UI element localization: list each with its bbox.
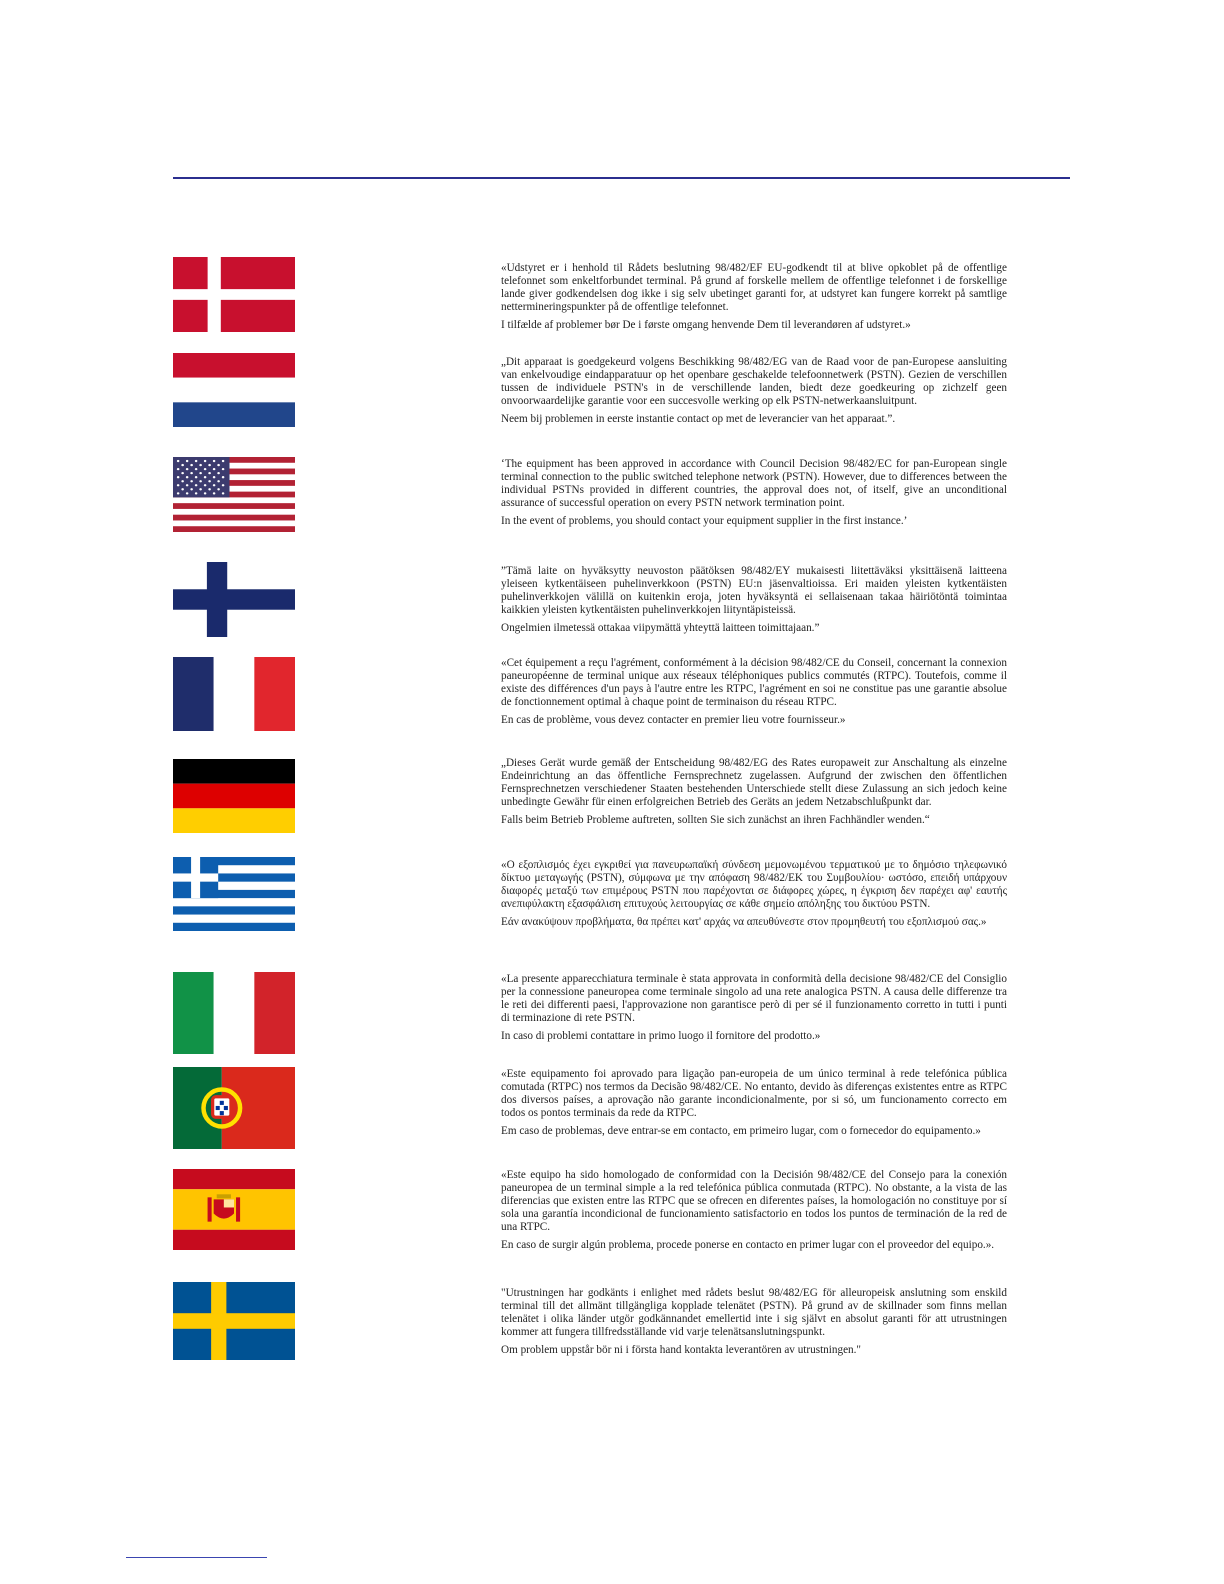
declaration-contact-note: Om problem uppstår bör ni i första hand kontakta leverantören av utrustningen." bbox=[501, 1344, 861, 1357]
declaration-contact-note: Falls beim Betrieb Probleme auftreten, sollten Sie sich zunächst an ihren Fachhändler wenden.“ bbox=[501, 814, 930, 827]
declaration-text: «La presente apparecchiatura terminale è stata approvata in conformità della decisione 98/482/CE del Consiglio per la connessione paneuropea come terminale singolo ad una rete analogica PSTN. A causa delle differenze tra le reti dei differenti paesi, l'approvazione non garantisce però di per sé il funzionamento corretto in tutti i punti di terminazione di rete PSTN. bbox=[501, 973, 1007, 1025]
declaration-german bbox=[501, 757, 1007, 827]
declaration-text: «Este equipo ha sido homologado de conformidad con la Decisión 98/482/CE del Consejo para la conexión paneuropea de un terminal simple a la red telefónica pública conmutada (RTPC). No obstante, a la vista de las diferencias que existen entre las RTPC que se ofrecen en diferentes países, la homologación no constituye por sí sola una garantía incondicional de funcionamiento satisfactorio en todos los puntos de terminación de la red de una RTPC. bbox=[501, 1169, 1007, 1234]
sweden-flag bbox=[173, 1282, 295, 1360]
netherlands-flag bbox=[173, 353, 295, 427]
declaration-finnish bbox=[501, 565, 1007, 635]
declaration-text: «Este equipamento foi aprovado para ligação pan-europeia de um único terminal à rede telefónica pública comutada (RTPC) nos termos da Decisão 98/482/CE. No entanto, devido às diferenças existentes entre as RTPC dos diversos países, a aprovação não garante incondicionalmente, por si só, um funcionamento correcto em todos os pontos terminais da rede da RTPC. bbox=[501, 1068, 1007, 1120]
denmark-flag bbox=[173, 257, 295, 332]
declaration-text: „Dieses Gerät wurde gemäß der Entscheidung 98/482/EG des Rates europaweit zur Anschaltung als einzelne Endeinrichtung an das öffentliche Fernsprechnetz zugelassen. Aufgrund der zwischen den öffentlichen Fernsprechnetzen verschiedener Staaten bestehenden Unterschiede stellt diese Zulassung an sich jedoch keine unbedingte Gewähr für einen erfolgreichen Betrieb des Geräts an jedem Netzabschlußpunkt dar. bbox=[501, 757, 1007, 809]
declaration-contact-note: En cas de problème, vous devez contacter en premier lieu votre fournisseur.» bbox=[501, 714, 846, 727]
declaration-text: «Udstyret er i henhold til Rådets beslutning 98/482/EF EU-godkendt til at blive opkoblet på de offentlige telefonnet som enkeltforbundet terminal. På grund af forskelle mellem de offentlige telefonnet i de forskellige lande giver godkendelsen dog ikke i sig selv ubetinget garanti for, at udstyret kan fungere korrekt på samtlige nettermineringspunkter på de offentlige telefonnet. bbox=[501, 262, 1007, 314]
declaration-dutch bbox=[501, 356, 1007, 426]
declaration-contact-note: Εάν ανακύψουν προβλήματα, θα πρέπει κατ' αρχάς να απευθύνεστε στον προμηθευτή του εξοπλισμού σας.» bbox=[501, 916, 987, 929]
declaration-contact-note: Ongelmien ilmetessä ottakaa viipymättä yhteyttä laitteen toimittajaan.” bbox=[501, 622, 820, 635]
germany-flag bbox=[173, 759, 295, 833]
declaration-text: ‘The equipment has been approved in accordance with Council Decision 98/482/EC for pan-European single terminal connection to the public switched telephone network (PSTN). However, due to differences between the individual PSTNs provided in different countries, the approval does not, of itself, give an unconditional assurance of successful operation on every PSTN network termination point. bbox=[501, 458, 1007, 510]
footer-rule bbox=[126, 1557, 267, 1558]
declaration-contact-note: In caso di problemi contattare in primo luogo il fornitore del prodotto.» bbox=[501, 1030, 821, 1043]
declaration-text: «Ο εξοπλισμός έχει εγκριθεί για πανευρωπαϊκή σύνδεση μεμονωμένου τερματικού με το δημόσιο τηλεφωνικό δίκτυο μεταγωγής (PSTN), σύμφωνα με την απόφαση 98/482/ΕΚ του Συμβουλίου· ωστόσο, επειδή υπάρχουν διαφορές μεταξύ των επιμέρους PSTN που παρέχονται σε διάφορες χώρες, η έγκριση δεν παρέχει αφ' εαυτής ανεπιφύλακτη εξασφάλιση επιτυχούς λειτουργίας σε κάθε σημείο απόληξης του δικτύου PSTN. bbox=[501, 859, 1007, 911]
declaration-text: „Dit apparaat is goedgekeurd volgens Beschikking 98/482/EG van de Raad voor de pan-Europese aansluiting van enkelvoudige eindapparatuur op het openbare geschakelde telefoonnetwerk (PSTN). Gezien de verschillen tussen de individuele PSTN's in de verschillende landen, biedt deze goedkeuring op zichzelf geen onvoorwaardelijke garantie voor een succesvolle werking op elk PSTN-netwerkaansluitpunt. bbox=[501, 356, 1007, 408]
declaration-text: «Cet équipement a reçu l'agrément, conformément à la décision 98/482/CE du Conseil, concernant la connexion paneuropéenne de terminal unique aux réseaux téléphoniques publics commutés (RTPC). Toutefois, comme il existe des différences d'un pays à l'autre entre les RTPC, l'agrément en soi ne constitue pas une garantie absolue de fonctionnement optimal à chaque point de terminaison du réseau RTPC. bbox=[501, 657, 1007, 709]
italy-flag bbox=[173, 972, 295, 1054]
declaration-danish bbox=[501, 262, 1007, 332]
declaration-portuguese bbox=[501, 1068, 1007, 1138]
spain-flag bbox=[173, 1169, 295, 1250]
declaration-italian bbox=[501, 973, 1007, 1043]
declaration-english bbox=[501, 458, 1007, 528]
declaration-contact-note: Neem bij problemen in eerste instantie contact op met de leverancier van het apparaat.”. bbox=[501, 413, 896, 426]
declaration-text: "Utrustningen har godkänts i enlighet med rådets beslut 98/482/EG för alleuropeisk anslutning som enskild terminal till det allmänt tillgängliga kopplade telenätet (PSTN). På grund av de skillnader som finns mellan telenätet i olika länder utgör godkännandet emellertid inte i sig självt en absolut garanti för att utrustningen kommer att fungera tillfredsställande vid varje telenätsanslutningspunkt. bbox=[501, 1287, 1007, 1339]
declaration-text: ”Tämä laite on hyväksytty neuvoston päätöksen 98/482/EY mukaisesti liitettäväksi yksittäisenä laitteena yleiseen kytkentäiseen puhelinverkkoon (PSTN) EU:n jäsenvaltioissa. Eri maiden yleisten kytkentäisten puhelinverkkojen välillä on kuitenkin eroja, joten hyväksyntä ei sellaisenaan takaa häiriötöntä toimintaa kaikkien yleisten kytkentäisten puhelinverkkojen liityntäpisteissä. bbox=[501, 565, 1007, 617]
united-states-flag bbox=[173, 457, 295, 532]
declaration-swedish bbox=[501, 1287, 1007, 1357]
declaration-greek bbox=[501, 859, 1007, 929]
finland-flag bbox=[173, 562, 295, 637]
declaration-spanish bbox=[501, 1169, 1007, 1253]
declaration-contact-note: I tilfælde af problemer bør De i første omgang henvende Dem til leverandøren af udstyret.» bbox=[501, 319, 911, 332]
header-rule bbox=[173, 177, 1070, 179]
portugal-flag bbox=[173, 1067, 295, 1149]
declaration-french bbox=[501, 657, 1007, 727]
declaration-contact-note: Em caso de problemas, deve entrar-se em contacto, em primeiro lugar, com o fornecedor do equipamento.» bbox=[501, 1125, 981, 1138]
france-flag bbox=[173, 657, 295, 731]
declaration-contact-note: En caso de surgir algún problema, procede ponerse en contacto en primer lugar con el proveedor del equipo.». bbox=[501, 1239, 995, 1252]
greece-flag bbox=[173, 857, 295, 931]
declaration-contact-note: In the event of problems, you should contact your equipment supplier in the first instance.’ bbox=[501, 515, 908, 528]
